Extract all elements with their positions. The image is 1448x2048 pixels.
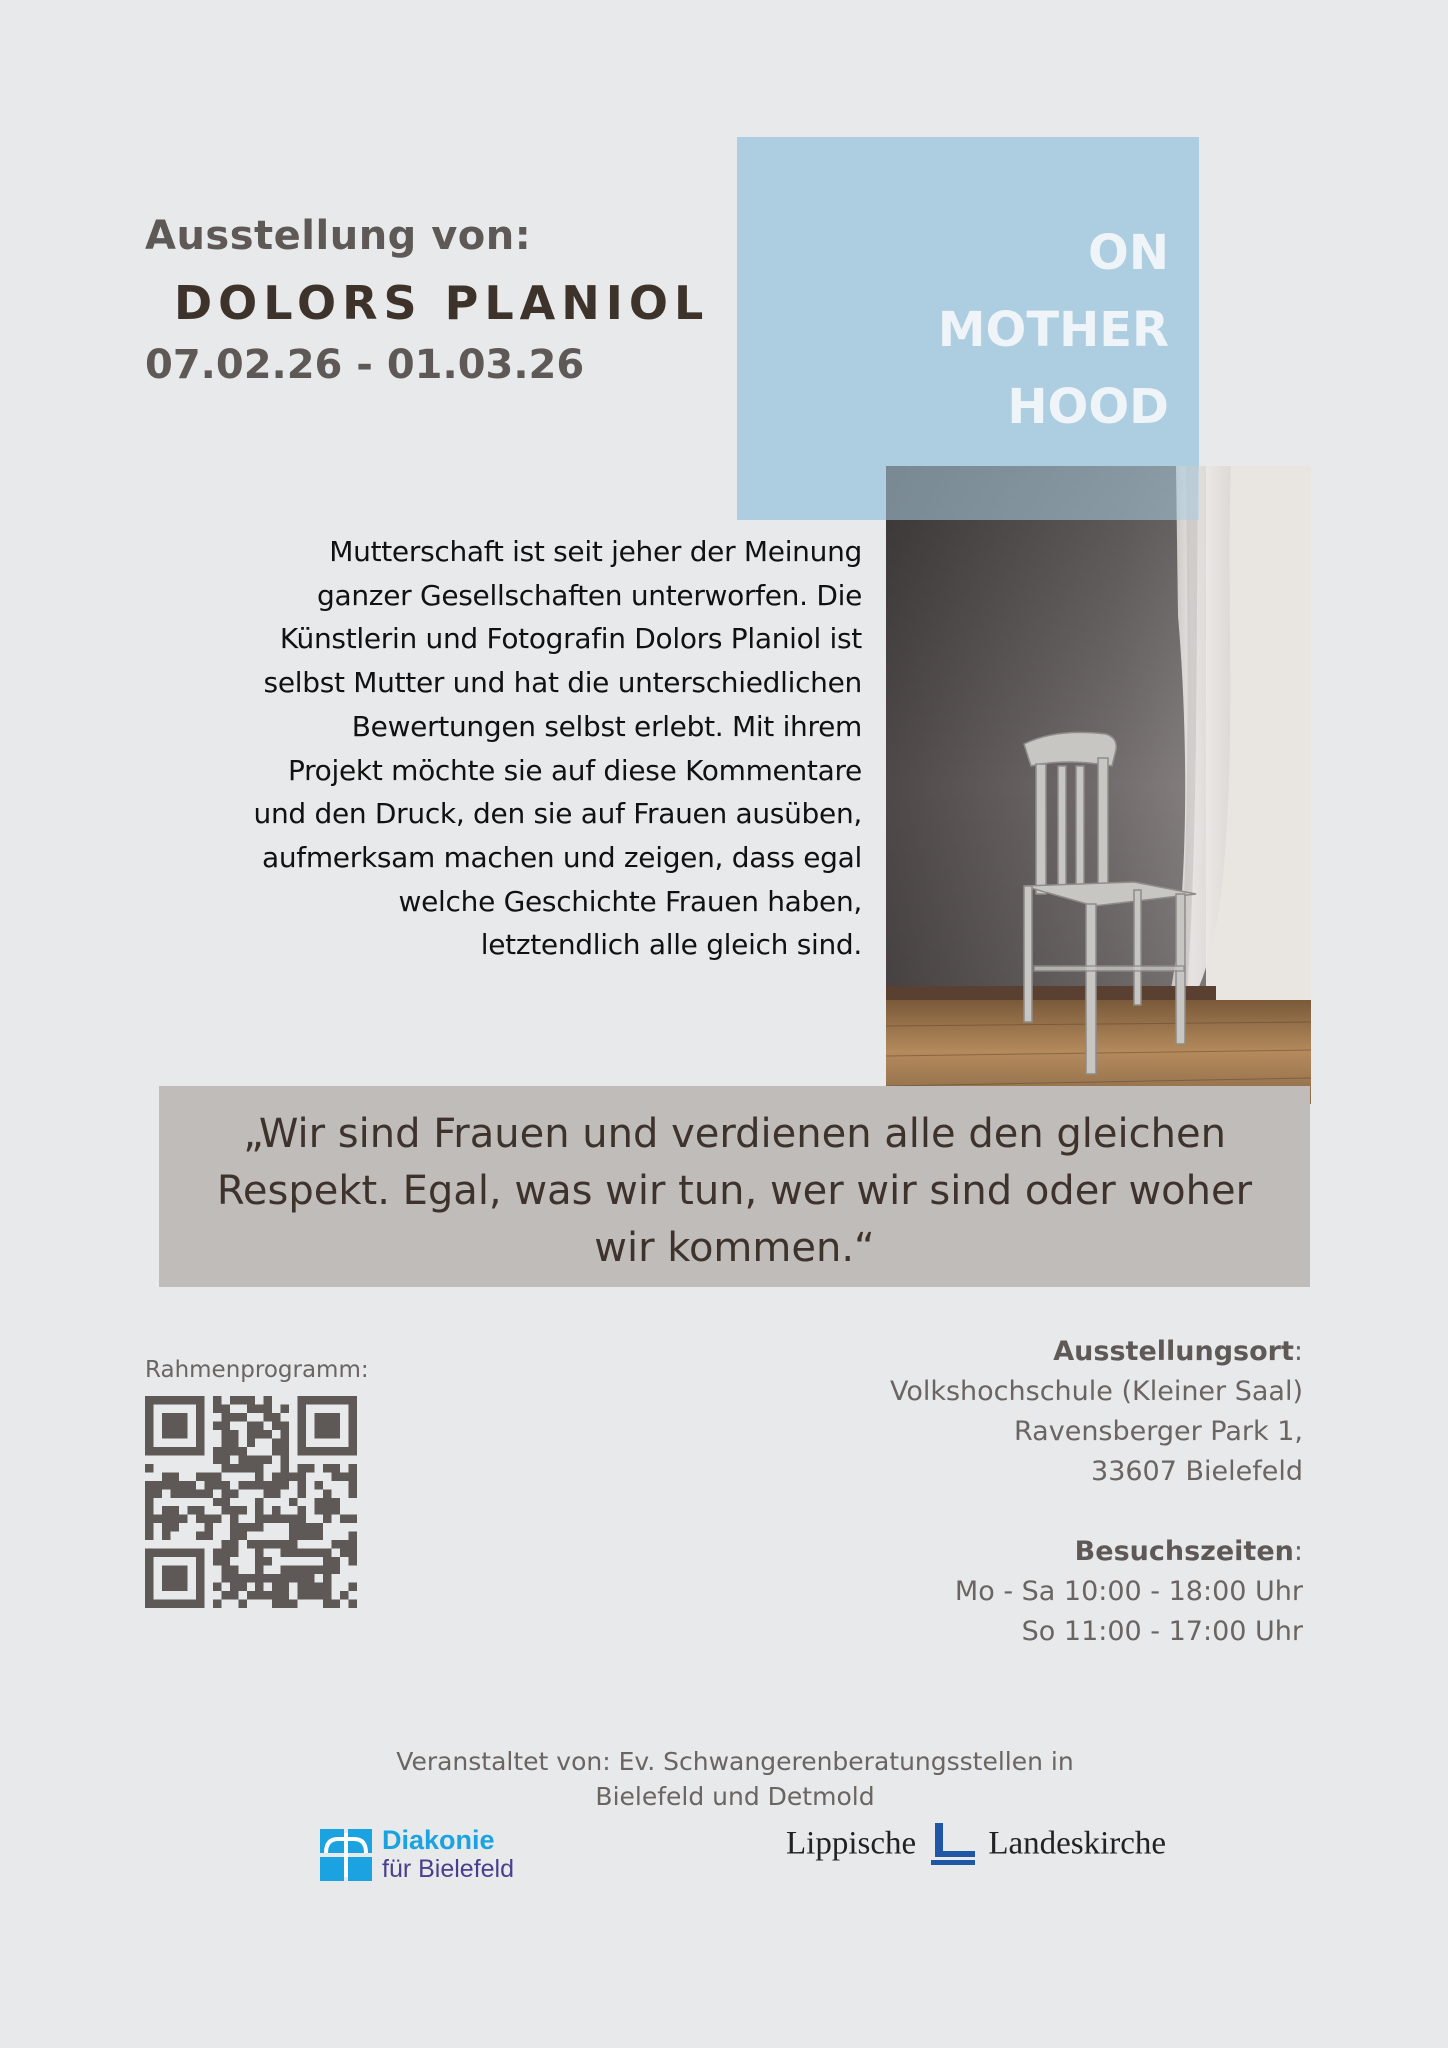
program-label: Rahmenprogramm: bbox=[145, 1357, 369, 1383]
location-heading-line bbox=[743, 1332, 1303, 1372]
diakonie-subtitle: für Bielefeld bbox=[382, 1855, 515, 1883]
diakonie-cross-icon bbox=[320, 1829, 372, 1881]
location-colon: : bbox=[1293, 1336, 1303, 1367]
visit-info bbox=[743, 1332, 1303, 1652]
exhibition-dates: 07.02.26 - 01.03.26 bbox=[145, 342, 585, 388]
lippische-word: Lippische bbox=[786, 1825, 917, 1862]
hours-line-2: So 11:00 - 17:00 Uhr bbox=[1021, 1616, 1303, 1647]
exhibition-title bbox=[938, 215, 1169, 446]
hours-heading-line bbox=[743, 1532, 1303, 1572]
quote-box bbox=[159, 1086, 1310, 1287]
exhibition-intro: Ausstellung von: bbox=[145, 213, 532, 259]
location-line-3: 33607 Bielefeld bbox=[1091, 1456, 1303, 1487]
chair-photo bbox=[886, 466, 1311, 1104]
organizer-line-1: Veranstaltet von: Ev. Schwangerenberatungsstellen in bbox=[396, 1747, 1074, 1776]
quote-text: „Wir sind Frauen und verdienen alle den gleichen Respekt. Egal, was wir tun, wer wir sind oder woher wir kommen.“ bbox=[216, 1111, 1253, 1271]
location-line-1: Volkshochschule (Kleiner Saal) bbox=[889, 1376, 1303, 1407]
organizer-line-2: Bielefeld und Detmold bbox=[595, 1782, 875, 1811]
landeskirche-word: Landeskirche bbox=[988, 1825, 1167, 1862]
organizer-text bbox=[340, 1744, 1130, 1814]
title-box bbox=[737, 137, 1199, 520]
hours-line-1: Mo - Sa 10:00 - 18:00 Uhr bbox=[954, 1576, 1303, 1607]
lippische-landeskirche-logo bbox=[786, 1823, 1166, 1883]
description-paragraph: Mutterschaft ist seit jeher der Meinung ganzer Gesellschaften unterworfen. Die Künstlerin und Fotografin Dolors Planiol ist selbst Mutter und hat die unterschiedlichen Bewertungen selbst erlebt. Mit ihrem Projekt möchte sie auf diese Kommentare und den Druck, den sie auf Frauen ausüben, aufmerksam machen und zeigen, dass egal welche Geschichte Frauen haben, letztendlich alle gleich sind. bbox=[253, 535, 862, 962]
title-line-3: HOOD bbox=[1007, 379, 1169, 435]
lippische-l-icon bbox=[931, 1823, 975, 1865]
qr-code[interactable] bbox=[145, 1396, 357, 1608]
title-box-overlap bbox=[886, 466, 1199, 520]
title-line-2: MOTHER bbox=[937, 302, 1169, 358]
location-line-2: Ravensberger Park 1, bbox=[1014, 1416, 1303, 1447]
hours-colon: : bbox=[1293, 1536, 1303, 1567]
artist-name: DOLORS PLANIOL bbox=[174, 276, 710, 330]
hours-heading: Besuchszeiten bbox=[1074, 1536, 1294, 1567]
location-heading: Ausstellungsort bbox=[1053, 1336, 1294, 1367]
diakonie-name: Diakonie bbox=[382, 1825, 495, 1855]
title-line-1: ON bbox=[1088, 225, 1169, 281]
